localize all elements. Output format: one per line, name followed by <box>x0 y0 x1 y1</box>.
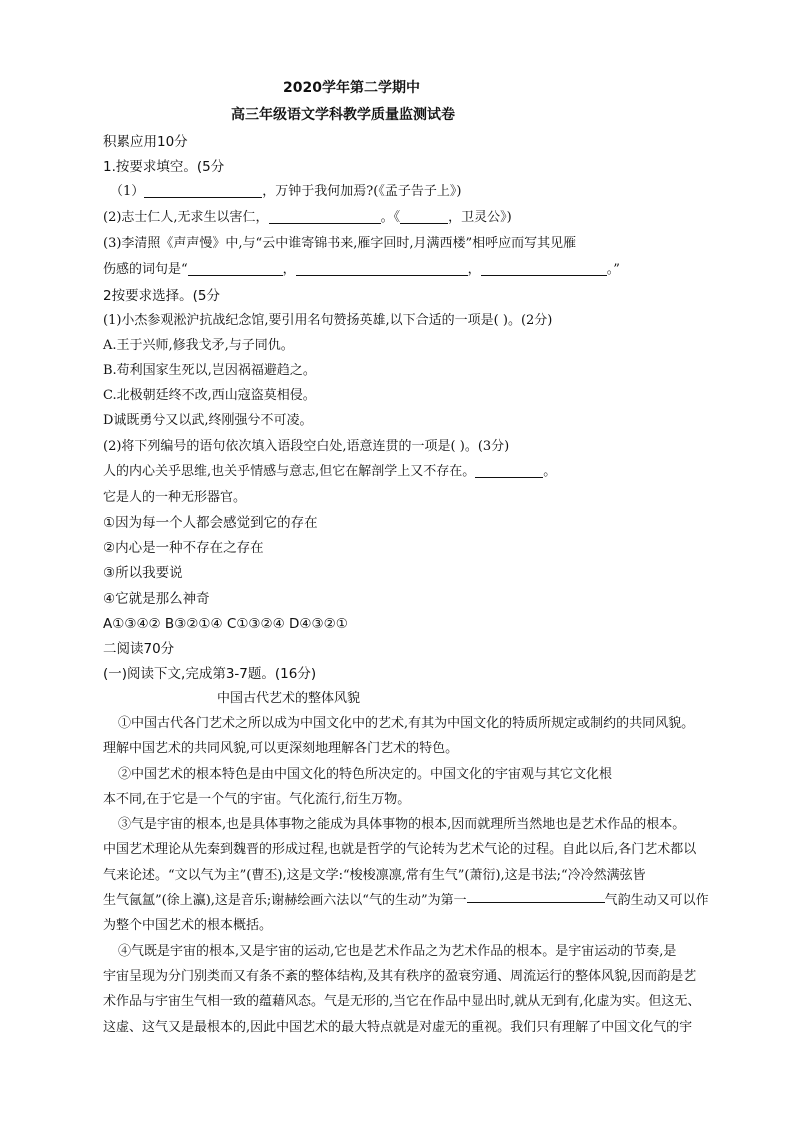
statement-1: ①因为每一个人都会感觉到它的存在 <box>103 515 318 531</box>
passage-sentence-1 <box>103 463 556 481</box>
paragraph-2-line-1: ②中国艺术的根本特色是由中国文化的特色所决定的。中国文化的宇宙观与其它文化根 <box>118 767 613 782</box>
item-text: 伤感的词句是“ <box>103 262 188 277</box>
question-1-title: 1.按要求填空。(5分 <box>103 159 225 175</box>
passage-sentence-2: 它是人的一种无形器官。 <box>103 490 247 505</box>
option-d: D诚既勇兮又以武,终刚强兮不可凌。 <box>103 413 313 428</box>
paragraph-3-line-2: 中国艺术理论从先秦到魏晋的形成过程,也就是哲学的气论转为艺术气论的过程。自此以后,各门艺术都以 <box>103 842 697 857</box>
question-1-item-2 <box>103 209 512 227</box>
article-title: 中国古代艺术的整体风貌 <box>217 691 361 706</box>
paragraph-4-line-1: ④气既是宇宙的根本,又是宇宙的运动,它也是艺术作品之为艺术作品的根本。是宇宙运动的节奏,是 <box>118 944 677 959</box>
question-2-2-stem: (2)将下列编号的语句依次填入语段空白处,语意连贯的一项是( )。(3分) <box>103 439 510 454</box>
paragraph-2-line-2: 本不同,在于它是一个气的宇宙。气化流行,衍生万物。 <box>103 792 411 807</box>
paragraph-3-line-5: 为整个中国艺术的根本概括。 <box>103 918 273 933</box>
question-1-item-1 <box>110 183 461 201</box>
paragraph-3-line-4 <box>103 892 709 910</box>
exam-title: 高三年级语文学科教学质量监测试卷 <box>231 107 455 123</box>
paragraph-4-line-3: 术作品与宇宙生气相一致的蕴藉风态。气是无形的,当它在作品中显出时,就从无到有,化虚为实。但这无、 <box>103 994 701 1009</box>
answer-dash-blank[interactable] <box>467 893 605 903</box>
question-2-title: 2按要求选择。(5分 <box>103 288 220 304</box>
answer-blank[interactable] <box>475 463 543 478</box>
item-text: (2)志士仁人,无求生以害仁， <box>103 210 269 225</box>
paragraph-3-line-1: ③气是宇宙的根本,也是具体事物之能成为具体事物的根本,因而就理所当然地也是艺术作品的根本。 <box>118 817 686 832</box>
answer-blank[interactable] <box>296 261 468 276</box>
answer-blank[interactable] <box>400 209 448 224</box>
paragraph-1-line-2: 理解中国艺术的共同风貌,可以更深刻地理解各门艺术的特色。 <box>103 741 459 756</box>
statement-4: ④它就是那么神奇 <box>103 591 210 607</box>
punctuation: 。” <box>606 262 620 277</box>
section-heading-reading: 二阅读70分 <box>103 641 175 657</box>
answer-choices: A①③④② B③②①④ C①③②④ D④③②① <box>103 616 348 632</box>
statement-2: ②内心是一种不存在之存在 <box>103 540 264 556</box>
statement-3: ③所以我要说 <box>103 565 183 581</box>
reading-sub-heading: (一)阅读下文,完成第3-7题。(16分) <box>103 666 317 682</box>
answer-blank[interactable] <box>269 209 381 224</box>
question-1-item-3: (3)李清照《声声慢》中,与“云中谁寄锦书来,雁字回时,月满西楼”相呼应而写其见雁 <box>103 236 577 251</box>
answer-blank[interactable] <box>144 183 262 198</box>
passage-text: 人的内心关乎思维,也关乎情感与意志,但它在解剖学上又不存在。 <box>103 464 476 479</box>
exam-year-title: 2020学年第二学期中 <box>283 80 420 96</box>
item-text: 。《 <box>380 210 401 225</box>
paragraph-text: 生气氤氲”(徐上瀛),这是音乐;谢赫绘画六法以“气的生动”为第一 <box>103 893 467 908</box>
option-c: C.北极朝廷终不改,西山寇盗莫相侵。 <box>103 388 316 403</box>
item-number: （1） <box>110 184 145 199</box>
item-text: ，卫灵公》) <box>448 210 512 225</box>
section-heading-accumulation: 积累应用10分 <box>103 134 188 150</box>
paragraph-text: 气韵生动又可以作 <box>604 893 709 908</box>
answer-blank[interactable] <box>481 261 607 276</box>
question-1-item-3-answer <box>103 261 620 279</box>
paragraph-3-line-3: 气来论述。“文以气为主”(曹丕),这是文学:“梭梭凛凛,常有生气”(萧衍),这是书法;“冷冷然满弦皆 <box>103 868 646 883</box>
punctuation: ， <box>467 262 481 277</box>
answer-blank[interactable] <box>188 261 283 276</box>
paragraph-4-line-4: 这虚、这气又是最根本的,因此中国艺术的最大特点就是对虚无的重视。我们只有理解了中国文化气的宇 <box>103 1020 693 1035</box>
paragraph-1-line-1: ①中国古代各门艺术之所以成为中国文化中的艺术,有其为中国文化的特质所规定或制约的共同风貌。 <box>118 716 695 731</box>
item-text: ，万钟于我何加焉?(《孟子告子上》) <box>262 184 462 199</box>
option-b: B.苟利国家生死以,岂因祸福避趋之。 <box>103 363 316 378</box>
punctuation: ， <box>282 262 296 277</box>
question-2-1-stem: (1)小杰参观淞沪抗战纪念馆,要引用名句赞扬英雄,以下合适的一项是( )。(2分) <box>103 313 553 328</box>
option-a: A.王于兴师,修我戈矛,与子同仇。 <box>103 338 294 353</box>
punctuation: 。 <box>543 464 557 479</box>
paragraph-4-line-2: 宇宙呈现为分门别类而又有条不紊的整体结构,及其有秩序的盈衰穷通、周流运行的整体风貌,因而韵是艺 <box>103 969 697 984</box>
